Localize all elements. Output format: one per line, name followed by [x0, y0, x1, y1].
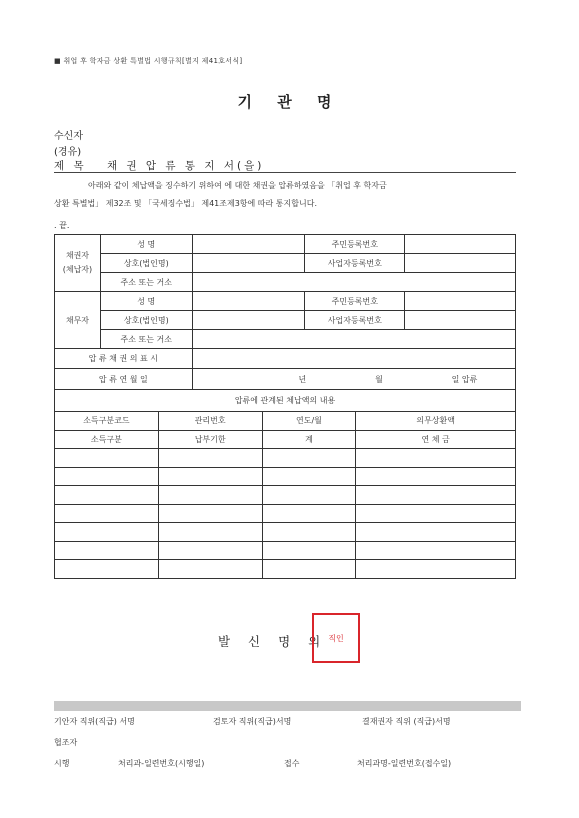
arrears-cell[interactable] [158, 486, 262, 505]
arrears-row [55, 504, 516, 523]
arrears-cell[interactable] [55, 486, 159, 505]
seized-claim-label: 압 류 채 권 의 표 시 [55, 349, 193, 369]
arrears-header-row-1 [55, 412, 516, 431]
recipient-label: 수신자 [54, 131, 83, 142]
cooperator-label: 협조자 [54, 738, 78, 747]
arrears-cell[interactable] [55, 541, 159, 560]
creditor-address-label: 주소 또는 거소 [100, 273, 192, 292]
arrears-cell[interactable] [158, 560, 262, 579]
arrears-header-row-2 [55, 430, 516, 449]
arrears-cell[interactable] [262, 504, 356, 523]
drafter-label: 기안자 직위(직급) 서명 [54, 717, 135, 726]
month-label: 월 [375, 374, 383, 384]
col-income-code: 소득구분코드 [55, 412, 159, 431]
seizure-info-table [54, 234, 516, 412]
via-label: (경유) [54, 147, 82, 158]
arrears-row [55, 560, 516, 579]
arrears-cell[interactable] [158, 541, 262, 560]
footer-divider-bar [54, 701, 521, 711]
arrears-cell[interactable] [158, 467, 262, 486]
arrears-row [55, 541, 516, 560]
col-total: 계 [262, 430, 356, 449]
creditor-name-value[interactable] [192, 235, 305, 254]
arrears-row [55, 467, 516, 486]
debtor-rrn-label: 주민등록번호 [305, 292, 405, 311]
subject-prefix: 제 목 [54, 160, 87, 172]
arrears-cell[interactable] [356, 449, 516, 468]
debtor-brn-label: 사업자등록번호 [305, 311, 405, 330]
enforcement-number-label: 처리과-일련번호(시행일) [118, 759, 205, 768]
col-management-no: 관리번호 [158, 412, 262, 431]
subject-line [54, 158, 264, 173]
body-line-2: 상환 특별법」 제32조 및 「국세징수법」 제41조제3항에 따라 통지합니다. [54, 199, 317, 208]
debtor-company-value[interactable] [192, 311, 305, 330]
arrears-cell[interactable] [55, 560, 159, 579]
col-mandatory-repayment: 의무상환액 [356, 412, 516, 431]
sender-name-label: 발 신 명 의 [218, 634, 328, 649]
seal-text: 직인 [328, 633, 344, 643]
creditor-label: 채권자 (체납자) [55, 235, 101, 292]
form-identifier: ■ 취업 후 학자금 상환 특별법 시행규칙[별지 제41호서식] [54, 57, 243, 65]
arrears-table [54, 411, 516, 579]
creditor-name-label: 성 명 [100, 235, 192, 254]
receipt-number-label: 처리과명-일련번호(접수일) [357, 759, 452, 768]
arrears-cell[interactable] [356, 486, 516, 505]
seizure-date-label: 압 류 연 월 일 [55, 369, 193, 390]
debtor-brn-value[interactable] [405, 311, 516, 330]
debtor-company-label: 상호(법인명) [100, 311, 192, 330]
creditor-brn-label: 사업자등록번호 [305, 254, 405, 273]
debtor-name-value[interactable] [192, 292, 305, 311]
receipt-label: 접수 [284, 759, 300, 768]
reviewer-label: 검토자 직위(직급)서명 [213, 717, 292, 726]
arrears-cell[interactable] [356, 523, 516, 542]
arrears-cell[interactable] [356, 467, 516, 486]
debtor-address-label: 주소 또는 거소 [100, 330, 192, 349]
year-label: 년 [298, 374, 307, 384]
arrears-cell[interactable] [356, 541, 516, 560]
debtor-address-value[interactable] [192, 330, 515, 349]
col-late-fee: 연 체 금 [356, 430, 516, 449]
arrears-cell[interactable] [262, 560, 356, 579]
debtor-label: 채무자 [55, 292, 101, 349]
arrears-cell[interactable] [262, 467, 356, 486]
col-year-month: 연도/월 [262, 412, 356, 431]
arrears-cell[interactable] [262, 449, 356, 468]
col-income-type: 소득구분 [55, 430, 159, 449]
arrears-row [55, 449, 516, 468]
enforcement-label: 시행 [54, 759, 70, 768]
arrears-cell[interactable] [55, 504, 159, 523]
creditor-rrn-label: 주민등록번호 [305, 235, 405, 254]
notice-body [54, 177, 516, 213]
subject-text: 채 권 압 류 통 지 서(을) [106, 160, 265, 172]
seized-claim-value[interactable] [192, 349, 515, 369]
creditor-company-value[interactable] [192, 254, 305, 273]
official-seal-box [312, 613, 360, 663]
arrears-cell[interactable] [356, 560, 516, 579]
seizure-date-value[interactable] [192, 369, 515, 390]
col-due-date: 납부기한 [158, 430, 262, 449]
arrears-cell[interactable] [55, 523, 159, 542]
arrears-cell[interactable] [356, 504, 516, 523]
creditor-rrn-value[interactable] [405, 235, 516, 254]
arrears-cell[interactable] [158, 523, 262, 542]
debtor-name-label: 성 명 [100, 292, 192, 311]
approver-label: 결재권자 직위 (직급)서명 [362, 717, 451, 726]
arrears-cell[interactable] [262, 486, 356, 505]
arrears-row [55, 523, 516, 542]
arrears-cell[interactable] [55, 467, 159, 486]
page-title: 기 관 명 [237, 93, 342, 111]
arrears-cell[interactable] [158, 504, 262, 523]
debtor-rrn-value[interactable] [405, 292, 516, 311]
arrears-cell[interactable] [262, 541, 356, 560]
arrears-cell[interactable] [262, 523, 356, 542]
creditor-company-label: 상호(법인명) [100, 254, 192, 273]
creditor-brn-value[interactable] [405, 254, 516, 273]
body-line-1: 아래와 같이 체납액을 징수하기 위하여 에 대한 채권을 압류하였음을 「취업 후 학자금 [88, 181, 387, 190]
subject-divider [54, 172, 516, 173]
arrears-heading: 압류에 관계된 체납액의 내용 [55, 390, 516, 412]
arrears-row [55, 486, 516, 505]
end-mark: . 끝. [54, 221, 70, 230]
arrears-cell[interactable] [55, 449, 159, 468]
creditor-address-value[interactable] [192, 273, 515, 292]
arrears-cell[interactable] [158, 449, 262, 468]
seize-day-label: 일 압류 [451, 374, 478, 384]
